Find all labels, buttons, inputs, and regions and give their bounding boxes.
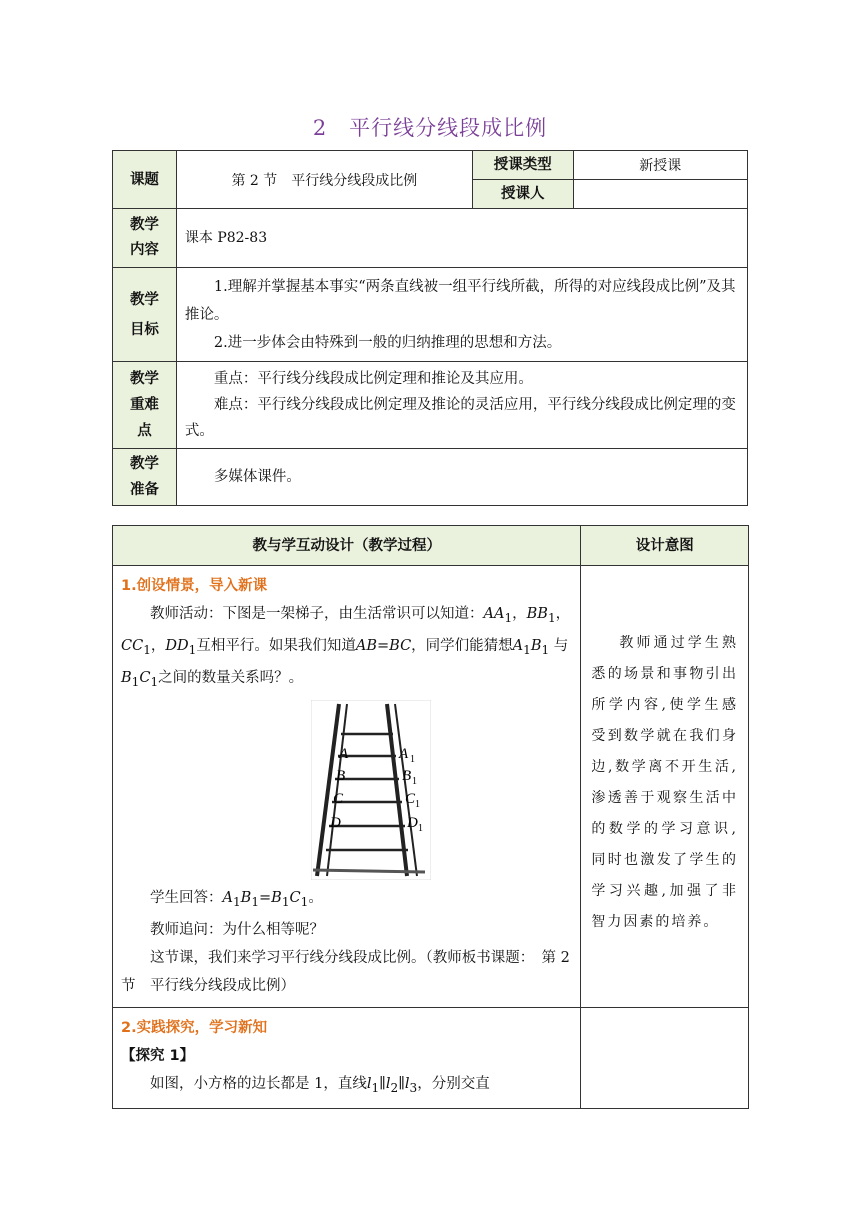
ladder-label-d: D bbox=[330, 814, 341, 831]
prep-label: 教学准备 bbox=[113, 449, 177, 506]
ladder-label-b: B bbox=[336, 767, 346, 784]
difficult-point: 难点：平行线分线段成比例定理及推论的灵活应用，平行线分线段成比例定理的变式。 bbox=[184, 397, 736, 439]
key-label: 教学重难点 bbox=[113, 362, 177, 449]
topic-label: 课题 bbox=[113, 151, 177, 209]
section-2-paragraph: 如图，小方格的边长都是 1，直线$l_1\parallel l_2\parallel l_3$，分别交直 bbox=[150, 1076, 490, 1095]
ladder-figure bbox=[311, 700, 431, 880]
section-1-cell bbox=[113, 566, 581, 1008]
teacher-value bbox=[573, 180, 747, 209]
lesson-intro: 这节课，我们来学习平行线分线段成比例。（教师板书课题： 第 2 节 平行线分线段成比例） bbox=[121, 949, 570, 994]
prep-value: 多媒体课件。 bbox=[176, 449, 747, 506]
key-value bbox=[176, 362, 747, 449]
process-header: 教与学互动设计（教学过程） bbox=[113, 526, 581, 566]
goal-item-2: 2.进一步体会由特殊到一般的归纳推理的思想和方法。 bbox=[213, 334, 562, 351]
svg-text:1: 1 bbox=[412, 775, 417, 787]
teacher-label: 授课人 bbox=[472, 180, 573, 209]
lesson-info-table bbox=[112, 150, 748, 506]
ladder-label-c1: C bbox=[405, 790, 416, 807]
section-2-title: 2.实践探究，学习新知 bbox=[121, 1020, 268, 1036]
explore-label: 【探究 1】 bbox=[121, 1048, 195, 1064]
section-2-intent-cell bbox=[581, 1008, 749, 1109]
content-value: 课本 P82-83 bbox=[176, 209, 747, 268]
key-point: 重点：平行线分线段成比例定理和推论及其应用。 bbox=[213, 371, 533, 387]
svg-text:1: 1 bbox=[410, 753, 415, 765]
goal-item-1: 1.理解并掌握基本事实“两条直线被一组平行线所截，所得的对应线段成比例”及其推论。 bbox=[184, 278, 736, 323]
ladder-label-b1: B bbox=[402, 767, 412, 784]
ladder-label-a1: A bbox=[399, 745, 409, 762]
page-title: 2 平行线分线段成比例 bbox=[312, 116, 548, 140]
content-label: 教学内容 bbox=[113, 209, 177, 268]
student-answer: 学生回答：$A_1B_1=B_1C_1$。 bbox=[150, 889, 323, 909]
section-1-title: 1.创设情景，导入新课 bbox=[121, 578, 268, 594]
ladder-label-c: C bbox=[333, 790, 344, 807]
topic-value: 第 2 节 平行线分线段成比例 bbox=[176, 151, 472, 209]
section-1-paragraph: 教师活动：下图是一架梯子，由生活常识可以知道：$AA_1$，$BB_1$，$CC_1$，$DD_1$互相平行。如果我们知道AB=BC，同学们能猜想$A_1B_1$ 与 $B_1C_1$之间的数量关系吗？。 bbox=[121, 606, 571, 689]
goal-value bbox=[176, 268, 747, 362]
svg-text:1: 1 bbox=[418, 822, 423, 834]
goal-label: 教学目标 bbox=[113, 268, 177, 362]
type-value: 新授课 bbox=[573, 151, 747, 180]
type-label: 授课类型 bbox=[472, 151, 573, 180]
intent-header: 设计意图 bbox=[581, 526, 749, 566]
svg-text:1: 1 bbox=[415, 798, 420, 810]
teacher-question: 教师追问：为什么相等呢？ bbox=[150, 921, 324, 938]
section-2-cell bbox=[113, 1008, 581, 1109]
ladder-label-a: A bbox=[339, 745, 349, 762]
ladder-label-d1: D bbox=[407, 814, 418, 831]
intent-cell bbox=[581, 566, 749, 1008]
intent-text: 教师通过学生熟悉的场景和事物引出所学内容,使学生感受到数学就在我们身边,数学离不开生活,渗透善于观察生活中的数学的学习意识,同时也激发了学生的学习兴趣,加强了非智力因素的培养。 bbox=[591, 635, 738, 930]
process-table bbox=[112, 525, 749, 1109]
